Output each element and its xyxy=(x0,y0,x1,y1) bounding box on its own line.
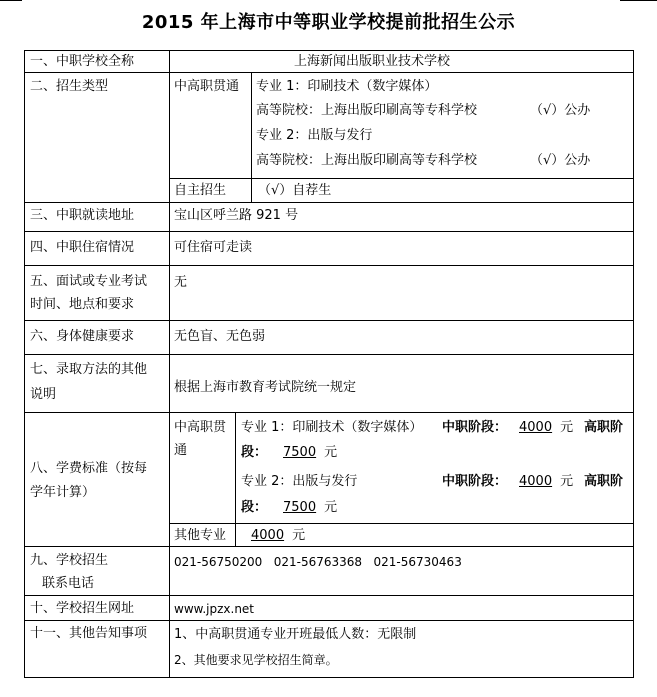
enroll-college-2 xyxy=(256,152,477,170)
fees-major-2: 专业 2：出版与发行 xyxy=(241,474,358,489)
website-label: 十、学校招生网址 xyxy=(30,601,135,616)
enroll-subtype-integrated: 中高职贯通 xyxy=(174,79,240,94)
fees-high-stage-label: 高职阶 xyxy=(584,474,624,489)
lodging-label: 四、中职住宿情况 xyxy=(30,240,135,255)
phone-label-line1: 九、学校招生 xyxy=(30,553,109,568)
address-label: 三、中职就读地址 xyxy=(30,208,135,223)
notes-label: 十一、其他告知事项 xyxy=(30,626,148,641)
fee-amount: 4000 xyxy=(251,528,285,543)
interview-value: 无 xyxy=(174,275,188,290)
lodging-value: 可住宿可走读 xyxy=(174,240,253,255)
enroll-type-label: 二、招生类型 xyxy=(30,79,109,94)
admission-label-line1: 七、录取方法的其他 xyxy=(30,362,148,377)
enroll-college-2-type: （√）公办 xyxy=(530,153,591,168)
fees-subtype-other: 其他专业 xyxy=(174,528,227,543)
row-divider xyxy=(24,412,634,413)
table-border-left xyxy=(24,50,25,678)
fee-unit: 元 xyxy=(324,500,338,515)
fees-mid-stage-label: 中职阶段： xyxy=(442,474,508,489)
row-divider xyxy=(24,265,634,266)
fee-amount: 7500 xyxy=(283,445,317,460)
fee-amount: 4000 xyxy=(519,474,553,489)
row-divider xyxy=(24,320,634,321)
interview-label-line2: 时间、地点和要求 xyxy=(30,297,135,312)
header-rule-right xyxy=(620,0,657,1)
subcategory-divider xyxy=(235,412,236,546)
address-value: 宝山区呼兰路 921 号 xyxy=(174,208,299,223)
header-rule-left xyxy=(0,0,22,1)
school-name-label: 一、中职学校全称 xyxy=(30,54,135,69)
label-column-divider xyxy=(169,50,170,678)
website-link[interactable]: www.jpzx.net xyxy=(174,602,255,616)
table-border-bottom xyxy=(24,677,634,678)
fee-unit: 元 xyxy=(560,474,574,489)
subrow-divider xyxy=(169,523,634,524)
row-divider xyxy=(24,231,634,232)
interview-label-line1: 五、面试或专业考试 xyxy=(30,274,148,289)
fees-major-2-mid xyxy=(513,473,573,491)
fees-subtype-integrated-line1: 中高职贯 xyxy=(174,420,227,435)
health-label: 六、身体健康要求 xyxy=(30,329,135,344)
fee-amount: 7500 xyxy=(283,500,317,515)
enroll-college-1 xyxy=(256,102,477,120)
school-name-value: 上海新闻出版职业技术学校 xyxy=(294,54,451,69)
subrow-divider xyxy=(169,178,634,179)
row-divider xyxy=(24,595,634,596)
health-value: 无色盲、无色弱 xyxy=(174,329,266,344)
admission-value: 根据上海市教育考试院统一规定 xyxy=(174,380,357,395)
fee-unit: 元 xyxy=(560,420,574,435)
table-border-right xyxy=(633,50,634,678)
fees-high-stage-label: 高职阶 xyxy=(584,420,624,435)
fees-label-line2: 学年计算） xyxy=(30,485,96,500)
row-divider xyxy=(24,546,634,547)
phone-label-line2: 联系电话 xyxy=(42,576,95,591)
fees-other-value xyxy=(241,527,305,545)
fees-major-1: 专业 1：印刷技术（数字媒体） xyxy=(241,420,423,435)
fee-unit: 元 xyxy=(292,528,306,543)
notes-item-2: 2、其他要求见学校招生简章。 xyxy=(174,653,338,667)
fee-stage-label: 段： xyxy=(241,500,268,515)
table-border-top xyxy=(24,50,634,51)
enroll-major-1: 专业 1：印刷技术（数字媒体） xyxy=(256,79,438,94)
enroll-self-value: （√）自荐生 xyxy=(258,183,332,198)
page-title: 2015 年上海市中等职业学校提前批招生公示 xyxy=(141,12,516,33)
fees-label-line1: 八、学费标准（按每 xyxy=(30,461,148,476)
college-prefix: 高等院校： xyxy=(256,153,322,168)
row-divider xyxy=(24,354,634,355)
enroll-college-1-type: （√）公办 xyxy=(530,103,591,118)
fees-major-1-mid xyxy=(513,419,573,437)
enroll-major-2: 专业 2：出版与发行 xyxy=(256,128,373,143)
subcategory-divider xyxy=(251,72,252,202)
enroll-subtype-self: 自主招生 xyxy=(174,183,227,198)
row-divider xyxy=(24,202,634,203)
fee-stage-label: 段： xyxy=(241,445,268,460)
fees-major-1-high xyxy=(241,444,337,462)
college-name: 上海出版印刷高等专科学校 xyxy=(321,103,478,118)
fees-major-2-high xyxy=(241,499,337,517)
college-prefix: 高等院校： xyxy=(256,103,322,118)
phone-value: 021-56750200 021-56763368 021-56730463 xyxy=(174,555,462,569)
row-divider xyxy=(24,72,634,73)
row-divider xyxy=(24,620,634,621)
fee-unit: 元 xyxy=(324,445,338,460)
fee-amount: 4000 xyxy=(519,420,553,435)
fees-subtype-integrated-line2: 通 xyxy=(174,443,188,458)
notes-item-1: 1、中高职贯通专业开班最低人数：无限制 xyxy=(174,627,417,642)
fees-mid-stage-label: 中职阶段： xyxy=(442,420,508,435)
enrollment-table xyxy=(24,50,634,690)
college-name: 上海出版印刷高等专科学校 xyxy=(321,153,478,168)
admission-label-line2: 说明 xyxy=(30,387,57,402)
